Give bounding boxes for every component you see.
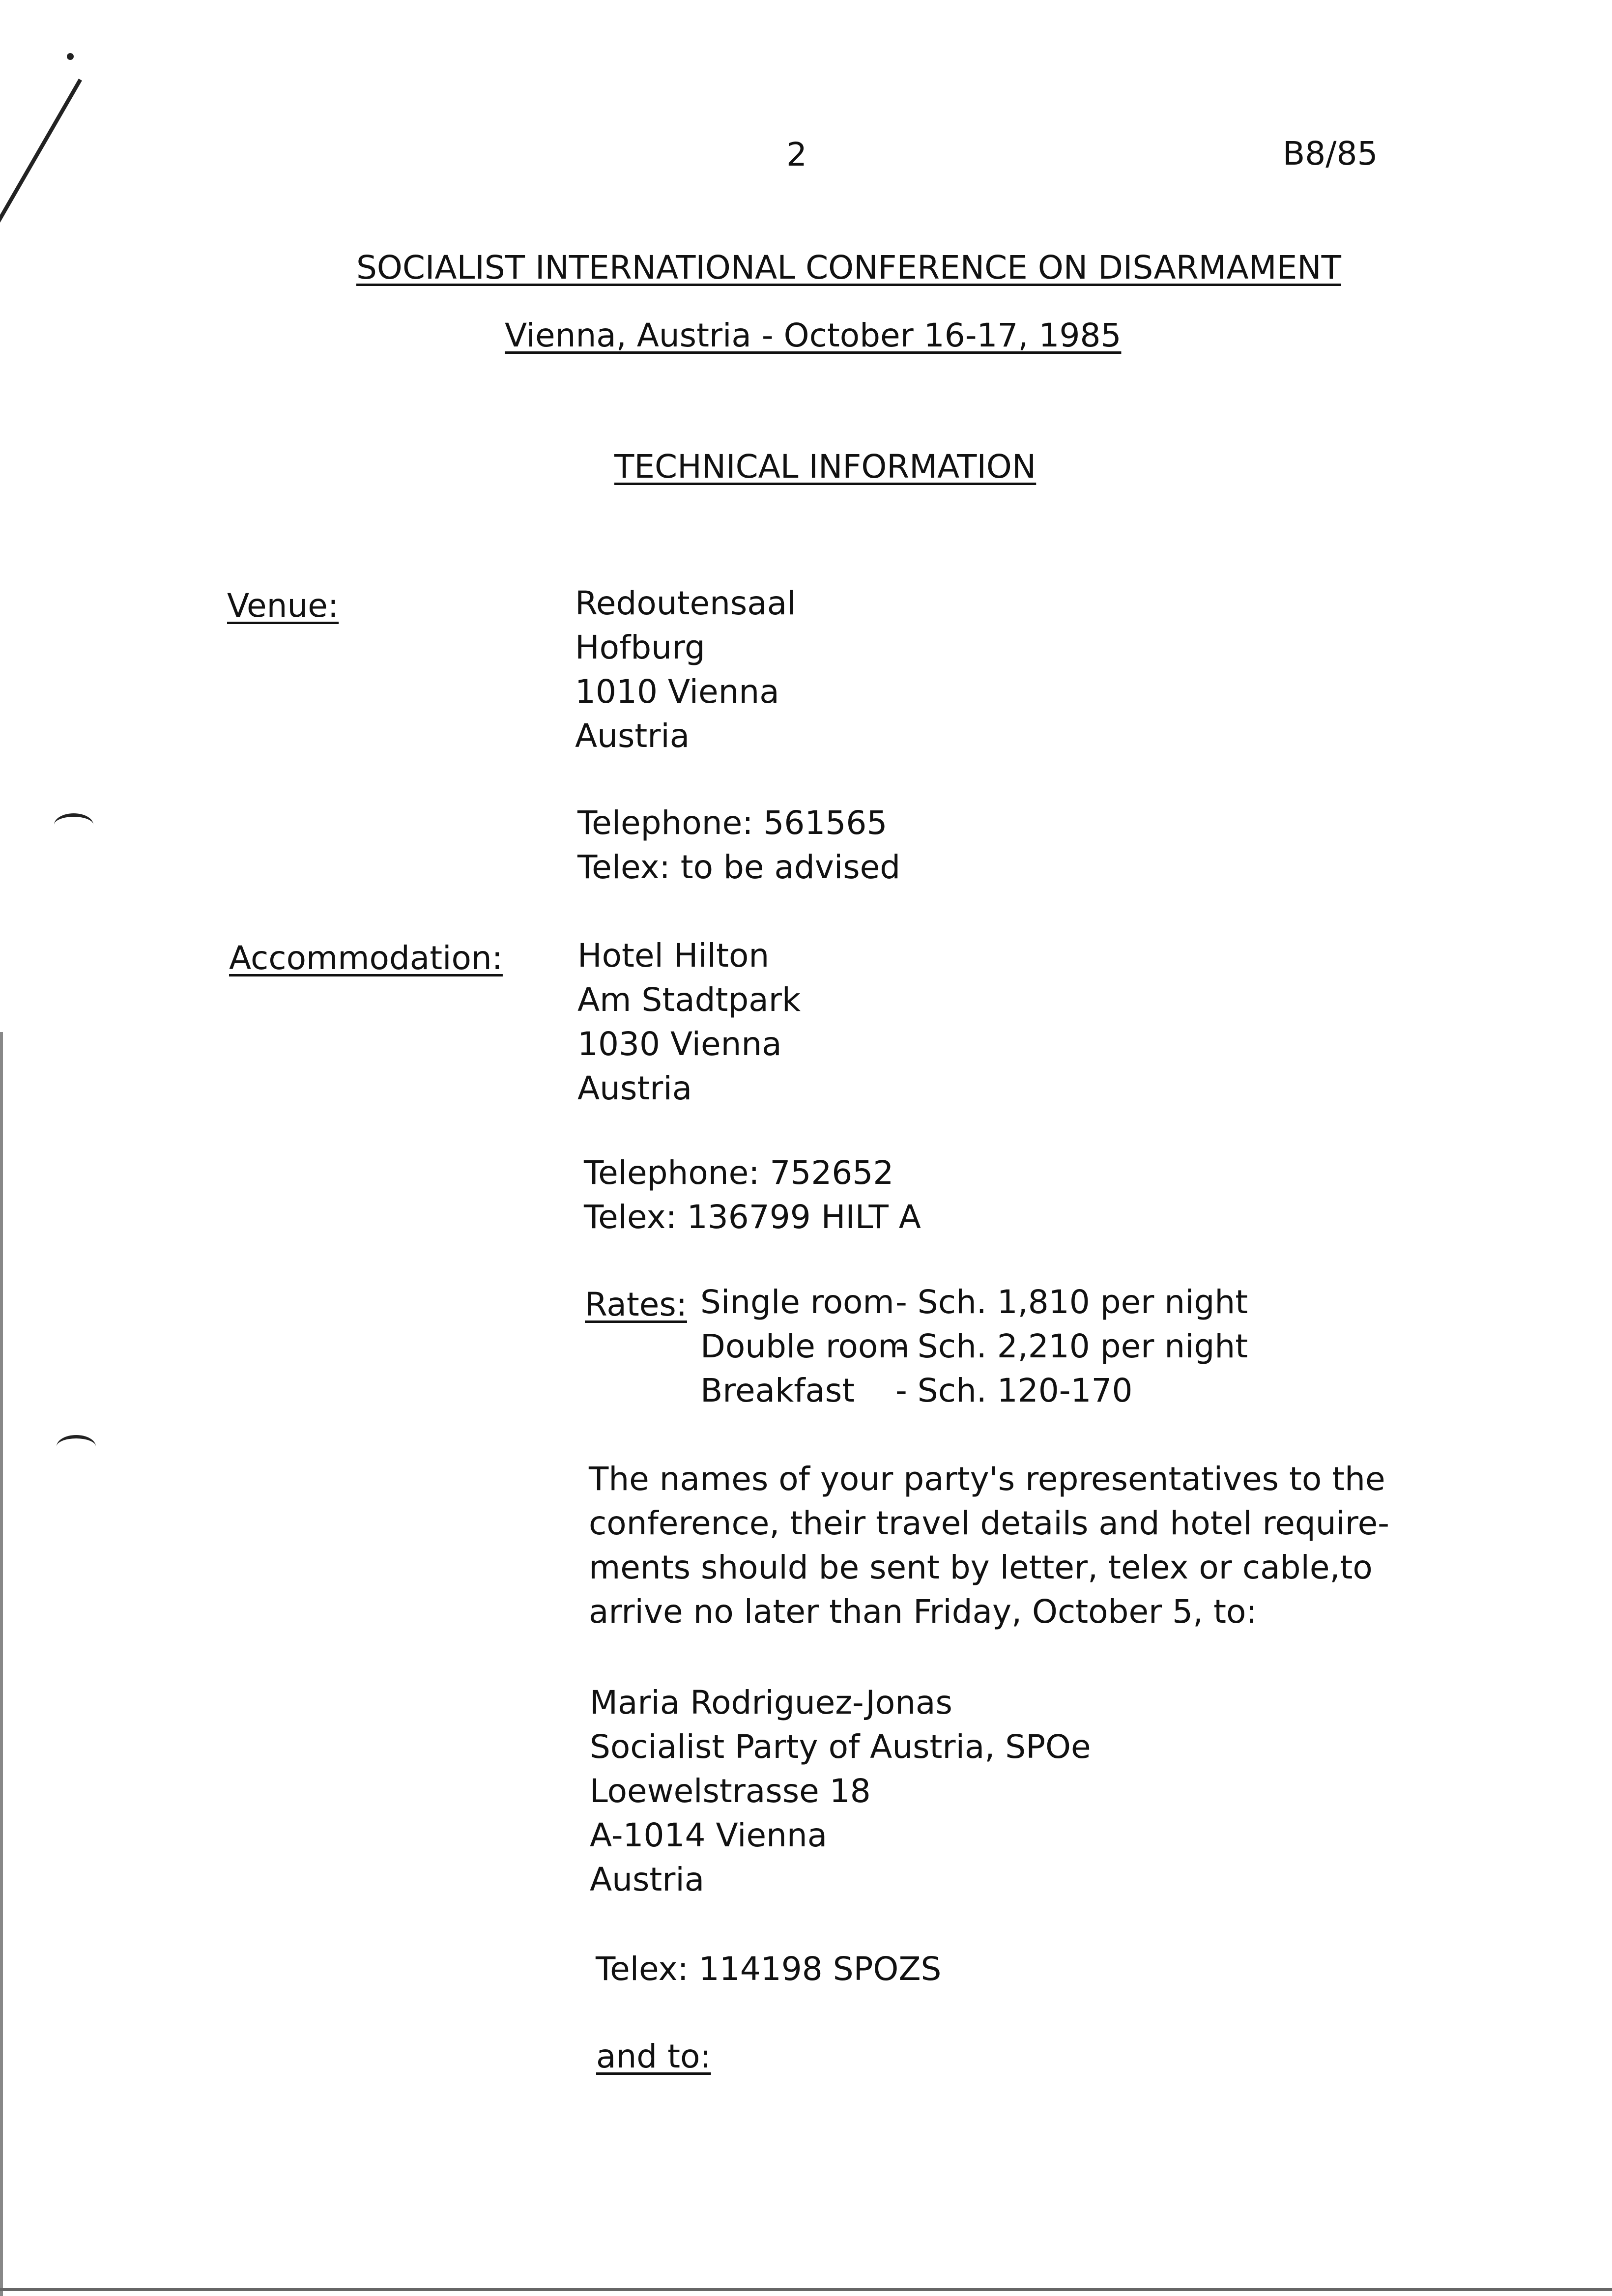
scan-mark-diagonal — [0, 79, 82, 263]
venue-address-line: Hofburg — [575, 629, 705, 666]
venue-telephone: Telephone: 561565 — [577, 804, 888, 842]
venue-address-line: 1010 Vienna — [575, 673, 779, 711]
closing-text: and to: — [596, 2038, 711, 2075]
rate-item: Single room — [700, 1283, 894, 1321]
venue-address — [575, 581, 796, 758]
hotel-telex: Telex: 136799 HILT A — [584, 1198, 921, 1236]
scan-mark-arc — [54, 813, 93, 836]
scan-edge-bottom — [0, 2288, 1612, 2291]
rate-price: - Sch. 1,810 per night — [895, 1283, 1248, 1321]
rates-label: Rates: — [585, 1286, 687, 1323]
instructions-paragraph — [589, 1457, 1389, 1634]
contact-line: A-1014 Vienna — [590, 1816, 828, 1854]
scan-mark-dot — [67, 53, 74, 60]
hotel-address-line: 1030 Vienna — [577, 1025, 782, 1063]
scan-edge-left — [0, 1032, 3, 2296]
venue-address-line: Austria — [575, 717, 690, 755]
hotel-telephone: Telephone: 752652 — [584, 1154, 894, 1192]
hotel-address-line: Austria — [577, 1069, 692, 1107]
section-heading: TECHNICAL INFORMATION — [614, 448, 1036, 486]
contact-line: Loewelstrasse 18 — [590, 1772, 871, 1810]
document-reference: B8/85 — [1283, 135, 1378, 172]
conference-date-location: Vienna, Austria - October 16-17, 1985 — [505, 316, 1122, 354]
venue-contact — [577, 801, 900, 890]
venue-address-line: Redoutensaal — [575, 584, 796, 622]
rate-price: - Sch. 2,210 per night — [895, 1327, 1248, 1365]
contact-line: Maria Rodriguez-Jonas — [590, 1684, 952, 1722]
venue-label: Venue: — [227, 587, 339, 625]
paragraph-line: ments should be sent by letter, telex or cable,to — [589, 1549, 1373, 1586]
rates-items — [700, 1280, 910, 1413]
contact-line: Austria — [590, 1861, 705, 1898]
rate-item: Double room — [700, 1327, 910, 1365]
contact-telex: Telex: 114198 SPOZS — [596, 1950, 942, 1988]
rate-item: Breakfast — [700, 1372, 855, 1409]
hotel-contact — [584, 1151, 921, 1239]
paragraph-line: conference, their travel details and hotel require- — [589, 1504, 1389, 1542]
contact-address — [590, 1681, 1091, 1902]
page-number: 2 — [786, 136, 807, 173]
scan-mark-arc — [57, 1435, 96, 1458]
rate-price: - Sch. 120-170 — [895, 1372, 1133, 1409]
venue-telex: Telex: to be advised — [577, 848, 901, 886]
conference-title: SOCIALIST INTERNATIONAL CONFERENCE ON DISARMAMENT — [356, 249, 1341, 287]
hotel-address-line: Hotel Hilton — [577, 937, 770, 975]
hotel-address-line: Am Stadtpark — [577, 981, 801, 1019]
accommodation-label: Accommodation: — [229, 939, 503, 977]
paragraph-line: The names of your party's representatives to the — [589, 1460, 1385, 1498]
contact-line: Socialist Party of Austria, SPOe — [590, 1728, 1091, 1766]
accommodation-address — [577, 934, 801, 1111]
paragraph-line: arrive no later than Friday, October 5, to: — [589, 1593, 1257, 1631]
rates-prices — [895, 1280, 1248, 1413]
